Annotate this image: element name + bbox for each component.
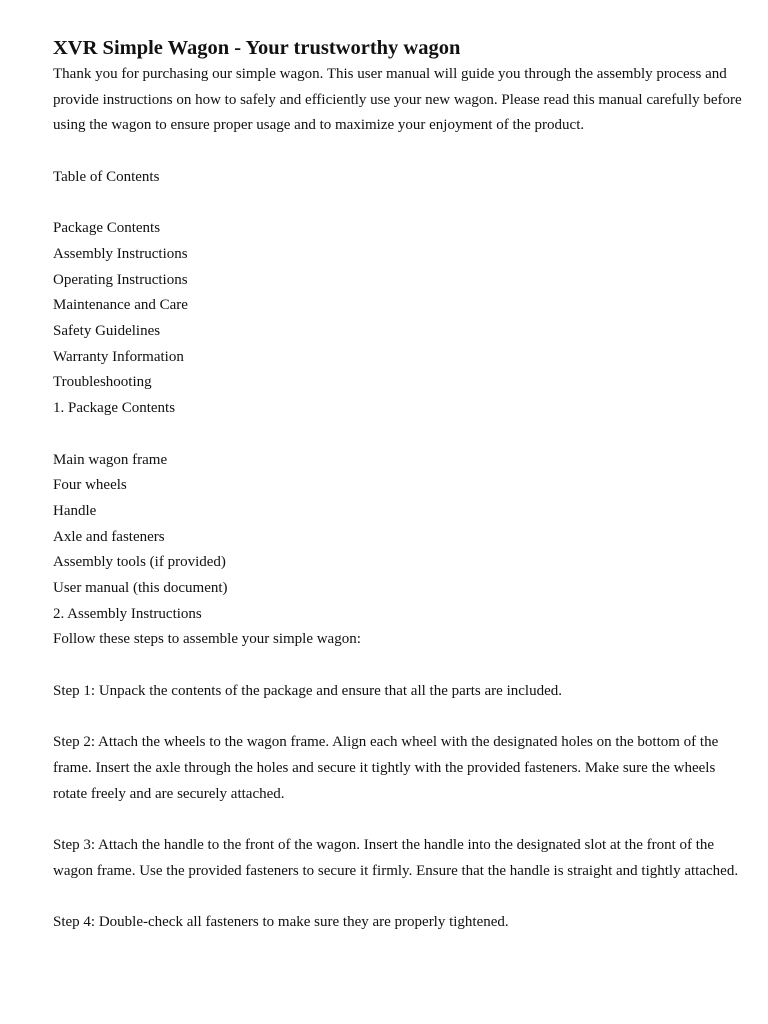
section-heading-package-contents: 1. Package Contents (53, 400, 176, 417)
document-page (53, 36, 743, 936)
toc-item: Assembly Instructions (53, 245, 188, 262)
assembly-step: Step 3: Attach the handle to the front of the wagon. Insert the handle into the designated slot at the front of the wagon frame. Use the provided fasteners to secure it firmly. Ensure that the handle is straight and tightly attached. (53, 837, 739, 879)
assembly-step: Step 2: Attach the wheels to the wagon frame. Align each wheel with the designated holes on the bottom of the frame. Insert the axle through the holes and secure it tightly with the provided fasteners. Make sure the wheels rotate freely and are securely attached. (53, 734, 719, 802)
document-title: XVR Simple Wagon - Your trustworthy wagon (53, 37, 461, 59)
spacer (53, 191, 743, 217)
package-item: Four wheels (53, 477, 127, 494)
spacer (53, 139, 743, 165)
toc-heading: Table of Contents (53, 168, 160, 185)
toc-item: Troubleshooting (53, 374, 152, 391)
spacer (53, 705, 743, 731)
toc-item: Safety Guidelines (53, 323, 161, 339)
package-item: User manual (this document) (53, 580, 228, 597)
package-item: Main wagon frame (53, 451, 168, 468)
toc-item: Operating Instructions (53, 271, 188, 288)
spacer (53, 653, 743, 679)
package-item: Axle and fasteners (53, 528, 165, 545)
toc-item: Maintenance and Care (53, 297, 188, 314)
package-contents-list (53, 448, 743, 602)
section-heading-assembly-instructions: 2. Assembly Instructions (53, 605, 202, 622)
intro-paragraph: Thank you for purchasing our simple wagon. This user manual will guide you through the assembly process and provide instructions on how to safely and efficiently use your new wagon. Please read this manual carefully before using the wagon to ensure proper usage and to maximize your enjoyment of the product. (53, 66, 742, 134)
toc-item: Package Contents (53, 220, 161, 237)
spacer (53, 807, 743, 833)
package-item: Assembly tools (if provided) (53, 554, 226, 571)
assembly-step: Step 1: Unpack the contents of the package and ensure that all the parts are included. (53, 682, 562, 699)
assembly-intro: Follow these steps to assemble your simple wagon: (53, 631, 361, 648)
spacer (53, 422, 743, 448)
spacer (53, 884, 743, 910)
toc-item: Warranty Information (53, 348, 184, 365)
assembly-step: Step 4: Double-check all fasteners to make sure they are properly tightened. (53, 914, 509, 931)
package-item: Handle (53, 502, 97, 519)
toc-list (53, 216, 743, 396)
